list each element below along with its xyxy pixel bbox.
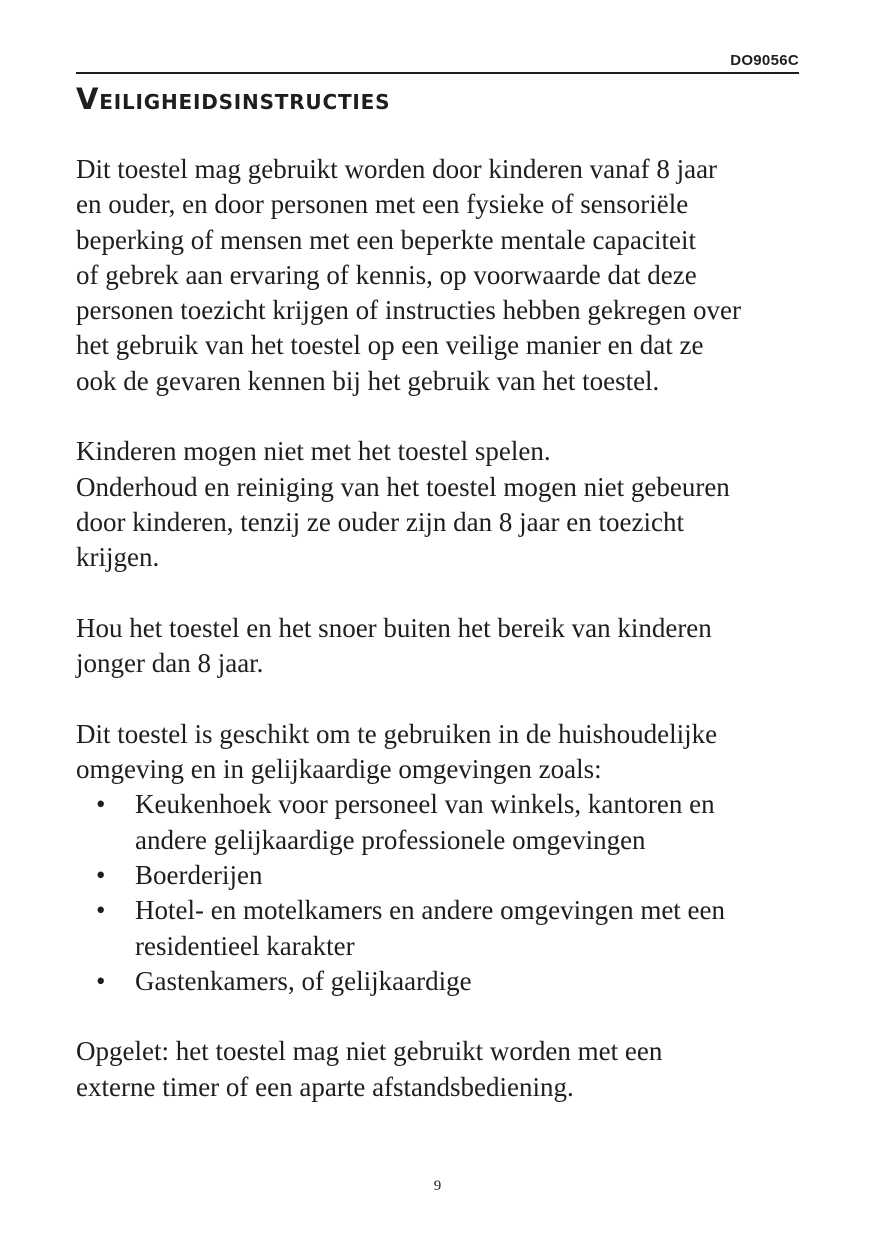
list-item [76,893,806,964]
list-item [76,787,806,858]
environment-list [76,787,806,999]
paragraph-reach [76,611,806,682]
text-line: jonger dan 8 jaar. [76,648,264,679]
text-line: Dit toestel is geschikt om te gebruiken in de huishoudelijke [76,718,718,749]
text-line: krijgen. [76,542,160,573]
bullet-icon: • [96,965,106,996]
page-number: 9 [433,1178,442,1194]
text-line: Dit toestel mag gebruikt worden door kinderen vanaf 8 jaar [76,154,718,184]
bullet-icon: • [96,859,106,890]
bullet-icon: • [96,895,106,926]
text-line: of gebrek aan ervaring of kennis, op voorwaarde dat deze [76,259,697,290]
bullet-icon: • [96,789,106,820]
text-line: Hou het toestel en het snoer buiten het bereik van kinderen [76,612,712,643]
text-line: ook de gevaren kennen bij het gebruik van het toestel. [76,365,660,396]
paragraph-timer-warning [76,1034,806,1105]
model-code: DO9056C [730,52,799,69]
header-divider [76,72,799,74]
text-line: Keukenhoek voor personeel van winkels, kantoren en [135,789,715,820]
text-line: door kinderen, tenzij ze ouder zijn dan 8 jaar en toezicht [76,506,684,537]
text-line: Boerderijen [135,859,263,890]
text-line: personen toezicht krijgen of instructies hebben gekregen over [76,295,742,326]
text-line: en ouder, en door personen met een fysieke of sensoriële [76,189,689,220]
text-line: Hotel- en motelkamers en andere omgevingen met een [135,895,726,926]
list-item [76,964,806,999]
text-line: beperking of mensen met een beperkte mentale capaciteit [76,224,696,255]
text-line: Gastenkamers, of gelijkaardige [135,965,472,996]
text-line: externe timer of een aparte afstandsbediening. [76,1071,574,1102]
list-item [76,858,806,893]
text-line: omgeving en in gelijkaardige omgevingen zoals: [76,754,602,785]
text-line: residentieel karakter [135,930,355,961]
instructions-body [76,152,806,1105]
text-line: Kinderen mogen niet met het toestel spelen. [76,436,551,467]
paragraph-children-play [76,434,806,575]
paragraph-household-use [76,717,806,788]
text-line: andere gelijkaardige professionele omgevingen [135,824,646,855]
text-line: het gebruik van het toestel op een veilige manier en dat ze [76,330,704,361]
paragraph-age-restrictions [76,152,806,399]
text-line: Onderhoud en reiniging van het toestel mogen niet gebeuren [76,471,730,502]
page-title: Veiligheidsinstructies [76,82,391,116]
text-line: Opgelet: het toestel mag niet gebruikt worden met een [76,1036,663,1067]
